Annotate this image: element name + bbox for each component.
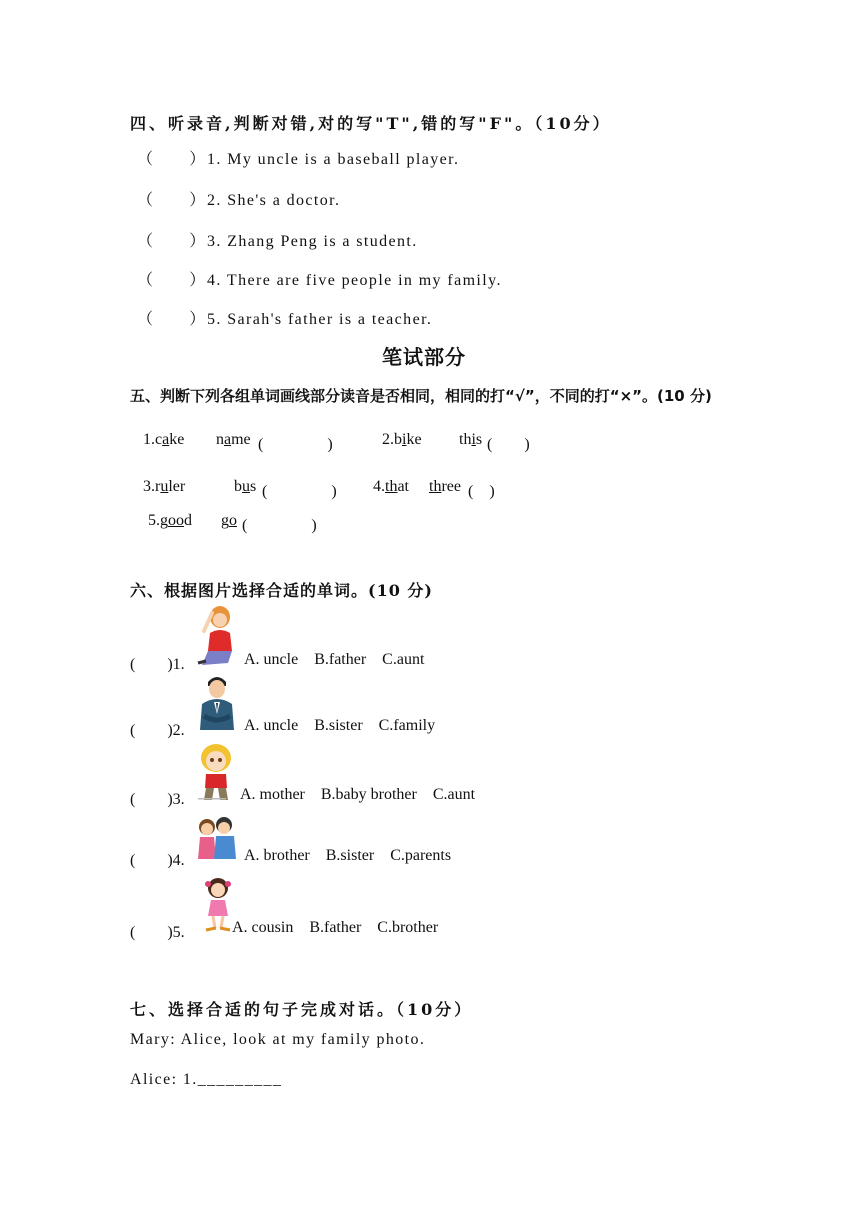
written-part-heading: 笔试部分 <box>382 345 466 369</box>
word-group-2 <box>382 431 422 449</box>
word-second <box>234 478 256 495</box>
word-part: me <box>231 431 251 448</box>
group-number: 2. <box>382 431 394 448</box>
word-second <box>221 512 237 529</box>
listen-item-5 <box>137 306 432 329</box>
answer-blank[interactable]: （ ） <box>137 233 207 250</box>
underlined-letters: u <box>242 478 250 495</box>
underlined-letters: u <box>160 478 169 495</box>
listen-item-1 <box>137 146 459 169</box>
word-part: s <box>250 478 257 495</box>
word-part: b <box>394 431 402 448</box>
word-part: g <box>221 512 229 529</box>
picture-question-5[interactable]: ( )5. <box>130 924 185 941</box>
underlined-letters: i <box>402 431 407 448</box>
group-number: 1. <box>143 431 155 448</box>
picture-question-1[interactable]: ( )1. <box>130 656 185 673</box>
word-first <box>160 512 192 529</box>
answer-blank[interactable]: ( ) <box>468 483 495 500</box>
section-4-title: 四、听录音,判断对错,对的写"T",错的写"F"。（10分） <box>130 114 612 133</box>
group-number: 4. <box>373 478 385 495</box>
word-group-1 <box>143 431 184 449</box>
word-group-5-second <box>221 512 237 530</box>
word-second <box>459 431 482 448</box>
section-7-title: 七、选择合适的句子完成对话。（10分） <box>130 1000 474 1019</box>
word-group-2-second <box>459 431 482 449</box>
group-number: 3. <box>143 478 155 495</box>
woman-figure <box>192 603 240 667</box>
statement-text: 1. My uncle is a baseball player. <box>207 151 460 168</box>
section-6-title: 六、根据图片选择合适的单词。(10 分) <box>130 581 433 600</box>
listen-item-3 <box>137 228 418 251</box>
section-5-title: 五、判断下列各组单词画线部分读音是否相同，相同的打“√”，不同的打“×”。(10 分) <box>130 387 712 405</box>
word-part: r <box>155 478 161 495</box>
word-part: s <box>475 431 483 448</box>
girl-figure <box>200 876 236 934</box>
underlined-letters: i <box>471 431 476 448</box>
answer-blank[interactable]: （ ） <box>137 151 207 168</box>
answer-blank[interactable]: （ ） <box>137 272 207 289</box>
word-group-1-second <box>216 431 251 449</box>
dialogue-line-2: Alice: 1._________ <box>130 1071 283 1088</box>
answer-options: A. uncle B.father C.aunt <box>244 651 425 668</box>
word-part: g <box>160 512 168 529</box>
word-part: th <box>459 431 472 448</box>
answer-options: A. brother B.sister C.parents <box>244 847 452 864</box>
word-first <box>394 431 422 448</box>
word-group-4-second <box>429 478 461 496</box>
word-part: b <box>234 478 242 495</box>
group-number: 5. <box>148 512 160 529</box>
word-first <box>155 431 184 448</box>
word-second <box>216 431 251 448</box>
man-figure <box>194 672 240 732</box>
picture-question-2[interactable]: ( )2. <box>130 722 185 739</box>
word-part: d <box>184 512 192 529</box>
couple-figure <box>194 815 240 861</box>
answer-options: A. uncle B.sister C.family <box>244 717 436 734</box>
underlined-letters: a <box>162 431 170 448</box>
word-first <box>155 478 185 495</box>
answer-options: A. cousin B.father C.brother <box>232 919 439 936</box>
word-second <box>429 478 461 495</box>
answer-blank[interactable]: ( ) <box>487 436 530 453</box>
child-figure <box>194 740 238 802</box>
statement-text: 3. Zhang Peng is a student. <box>207 233 418 250</box>
word-part: at <box>397 478 409 495</box>
answer-blank[interactable]: ( ) <box>242 517 317 534</box>
picture-question-4[interactable]: ( )4. <box>130 852 185 869</box>
listen-item-4 <box>137 267 502 290</box>
word-part: ler <box>168 478 186 495</box>
underlined-letters: oo <box>168 512 184 529</box>
dialogue-line-1: Mary: Alice, look at my family photo. <box>130 1031 426 1048</box>
listen-item-2 <box>137 187 340 210</box>
statement-text: 2. She's a doctor. <box>207 192 341 209</box>
answer-blank[interactable]: ( ) <box>262 483 337 500</box>
word-group-3-second <box>234 478 256 496</box>
word-part: ree <box>441 478 461 495</box>
word-group-3 <box>143 478 185 496</box>
word-part: ke <box>169 431 185 448</box>
answer-blank[interactable]: （ ） <box>137 311 207 328</box>
word-part: c <box>155 431 163 448</box>
answer-options: A. mother B.baby brother C.aunt <box>240 786 476 803</box>
underlined-letters: th <box>429 478 442 495</box>
answer-blank[interactable]: （ ） <box>137 192 207 209</box>
word-group-5 <box>148 512 192 530</box>
statement-text: 5. Sarah's father is a teacher. <box>207 311 433 328</box>
underlined-letters: a <box>224 431 232 448</box>
answer-blank[interactable]: ( ) <box>258 436 333 453</box>
word-first <box>385 478 409 495</box>
word-part: ke <box>406 431 422 448</box>
picture-question-3[interactable]: ( )3. <box>130 791 185 808</box>
underlined-letters: o <box>229 512 237 529</box>
word-group-4 <box>373 478 409 496</box>
word-part: n <box>216 431 224 448</box>
underlined-letters: th <box>385 478 398 495</box>
statement-text: 4. There are five people in my family. <box>207 272 502 289</box>
